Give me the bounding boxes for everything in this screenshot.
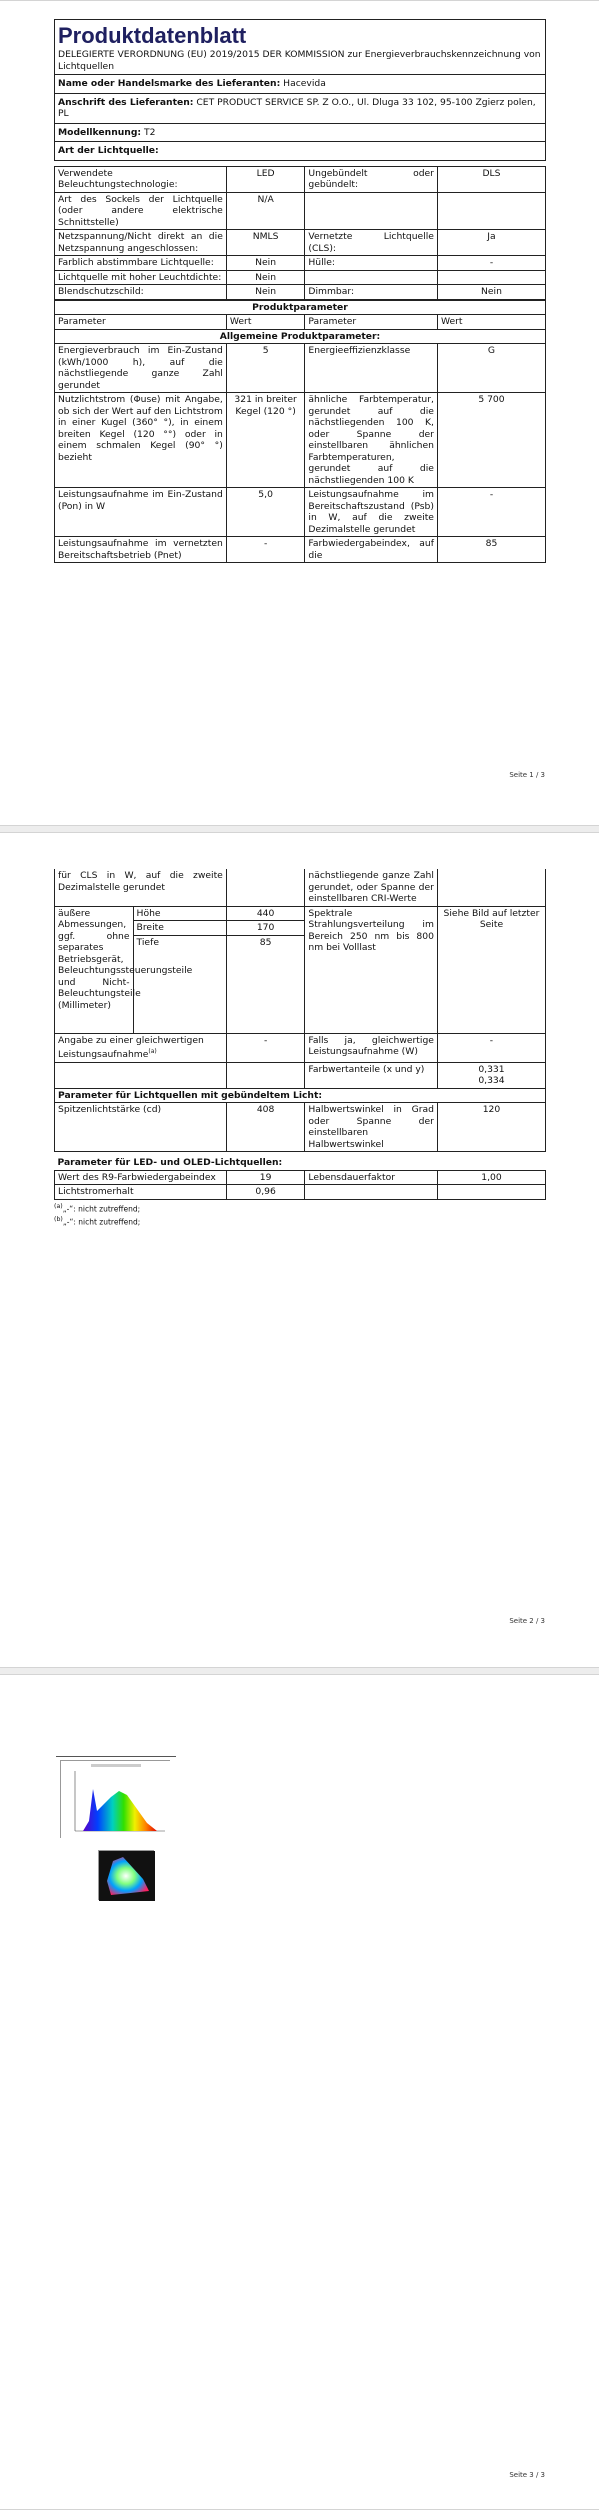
lamp-type-label-1: Verwendete Beleuchtungstechnologie: [55, 166, 227, 192]
general-param-value-1: - [226, 537, 305, 563]
equiv-power-label [55, 1033, 227, 1062]
r9-value: 19 [226, 1170, 305, 1185]
lamp-type-value-1: Nein [226, 256, 305, 271]
brand-value: Hacevida [283, 78, 326, 89]
lamp-type-row [55, 192, 546, 230]
lamp-type-value-1: NMLS [226, 230, 305, 256]
lamp-type-value-2: - [437, 256, 545, 271]
cie-graphic [99, 1851, 155, 1901]
lumen-maint-label: Lichtstromerhalt [55, 1185, 227, 1200]
equiv-power-footnote-mark: (a) [148, 1048, 157, 1055]
lamp-type-label-1: Blendschutzschild: [55, 285, 227, 300]
general-param-label-1: Leistungsaufnahme im vernetzten Bereitschaftsbetrieb (Pnet) [55, 537, 227, 563]
dim-spacer [133, 949, 226, 1033]
model-label: Modellkennung: [58, 126, 142, 138]
general-param-value-1: 5,0 [226, 488, 305, 537]
general-param-label-1: Leistungsaufnahme im Ein-Zustand (Pon) in W [55, 488, 227, 537]
footnote-a-mark: (a) [54, 1202, 63, 1210]
lamp-type-label-2 [305, 270, 438, 285]
cls-standby-value-cont [226, 869, 305, 906]
type-table [54, 166, 546, 300]
lamp-type-label-2: Dimmbar: [305, 285, 438, 300]
lamp-type-row [55, 285, 546, 300]
dim-height-label: Höhe [133, 906, 226, 921]
lamp-type-label-2 [305, 192, 438, 230]
lamp-type-row [55, 256, 546, 271]
dim-depth-value: 85 [226, 935, 305, 949]
general-param-row [55, 393, 546, 488]
general-param-row [55, 344, 546, 393]
lamp-type-value-1: LED [226, 166, 305, 192]
lamp-type-value-2 [437, 192, 545, 230]
lamp-type-value-1: Nein [226, 270, 305, 285]
dim-height-value: 440 [226, 906, 305, 921]
cri-value-cont [437, 869, 545, 906]
peak-intensity-label: Spitzenlichtstärke (cd) [55, 1103, 227, 1152]
lamp-type-row [55, 166, 546, 192]
general-header: Allgemeine Produktparameter: [55, 329, 546, 344]
page-number-1: Seite 1 / 3 [509, 771, 545, 779]
col-value-1: Wert [226, 315, 305, 330]
general-param-label-1: Nutzlichtstrom (Φuse) mit Angabe, ob sich der Wert auf den Lichtstrom in einer Kugel (360° °), in einem breiten Kegel (120 °°) oder in einem schmalen Kegel (90° °) bezieht [55, 393, 227, 488]
general-param-value-1: 5 [226, 344, 305, 393]
cie-chromaticity-image [98, 1850, 154, 1900]
general-param-label-1: Energieverbrauch im Ein-Zustand (kWh/1000 h), auf die nächstliegende ganze Zahl gerundet [55, 344, 227, 393]
lamp-type-label-1: Art des Sockels der Lichtquelle (oder andere elektrische Schnittstelle) [55, 192, 227, 230]
survival-value: 1,00 [437, 1170, 545, 1185]
regulation-text: DELEGIERTE VERORDNUNG (EU) 2019/2015 DER KOMMISSION zur Energieverbrauchskennzeichnung von Lichtquellen [58, 49, 541, 72]
address-value: CET PRODUCT SERVICE SP. Z O.O., Ul. Dluga 33 102, 95-100 Zgierz polen, PL [58, 96, 536, 119]
equiv-power-w-value: - [437, 1033, 545, 1062]
equiv-power-w-label: Falls ja, gleichwertige Leistungsaufnahme (W) [305, 1033, 438, 1062]
page-1 [0, 0, 599, 826]
beam-angle-label: Halbwertswinkel in Grad oder Spanne der einstellbaren Halbwertswinkel [305, 1103, 438, 1152]
equiv-power-value: - [226, 1033, 305, 1062]
empty-cell-3 [305, 1185, 438, 1200]
empty-cell-1 [55, 1062, 227, 1088]
params-header: Produktparameter [55, 300, 546, 315]
general-param-label-2: ähnliche Farbtemperatur, gerundet auf die nächstliegenden 100 K, oder Spanne der einstellbaren ähnlichen Farbtemperaturen, gerundet auf die nächstliegenden 100 K [305, 393, 438, 488]
lamp-type-label-2: Vernetzte Lichtquelle (CLS): [305, 230, 438, 256]
dim-width-value: 170 [226, 921, 305, 936]
general-param-value-2: G [437, 344, 545, 393]
spectrum-label: Spektrale Strahlungsverteilung im Bereich 250 nm bis 800 nm bei Volllast [305, 906, 438, 1033]
brand-label: Name oder Handelsmarke des Lieferanten: [58, 78, 281, 89]
lamp-type-label-2: Ungebündelt oder gebündelt: [305, 166, 438, 192]
datasheet-page-1 [54, 19, 546, 563]
lamp-type-value-2 [437, 270, 545, 285]
datasheet-page-2 [54, 869, 546, 1228]
lamp-type-label-1: Netzspannung/Nicht direkt an die Netzspannung angeschlossen: [55, 230, 227, 256]
general-param-value-2: 85 [437, 537, 545, 563]
page-number-2: Seite 2 / 3 [509, 1617, 545, 1625]
empty-cell-4 [437, 1185, 545, 1200]
general-param-label-2: Energieeffizienzklasse [305, 344, 438, 393]
params-table-continued [54, 869, 546, 1200]
title-box [54, 19, 546, 74]
dim-depth-label: Tiefe [133, 935, 226, 949]
dim-width-label: Breite [133, 921, 226, 936]
general-param-value-2: - [437, 488, 545, 537]
lamp-type-value-2: Ja [437, 230, 545, 256]
address-label: Anschrift des Lieferanten: [58, 96, 194, 108]
lamp-type-row [55, 230, 546, 256]
col-value-2: Wert [437, 315, 545, 330]
r9-label: Wert des R9-Farbwiedergabeindex [55, 1170, 227, 1185]
footnote-b [54, 1215, 546, 1228]
spectrum-chart-image [60, 1760, 170, 1838]
col-param-2: Parameter [305, 315, 438, 330]
empty-cell-2 [226, 1062, 305, 1088]
type-header: Art der Lichtquelle: [55, 142, 546, 161]
beam-angle-value: 120 [437, 1103, 545, 1152]
chromaticity-value: 0,331 0,334 [437, 1062, 545, 1088]
spectrum-value: Siehe Bild auf letzter Seite [437, 906, 545, 1033]
footnote-b-text: „-“: nicht zutreffend; [62, 1217, 141, 1227]
general-param-value-1: 321 in breiter Kegel (120 °) [226, 393, 305, 488]
general-param-value-2: 5 700 [437, 393, 545, 488]
lamp-type-value-2: DLS [437, 166, 545, 192]
cri-label-cont: nächstliegende ganze Zahl gerundet, oder Spanne der einstellbaren CRI-Werte [305, 869, 438, 906]
page-title: Produktdatenblatt [58, 23, 247, 48]
general-param-label-2: Leistungsaufnahme im Bereitschaftszustand (Psb) in W, auf die zweite Dezimalstelle gerundet [305, 488, 438, 537]
dim-spacer-2 [226, 949, 305, 1033]
model-value: T2 [144, 126, 156, 138]
lumen-maint-value: 0,96 [226, 1185, 305, 1200]
spectrum-graphic [61, 1761, 171, 1839]
footnote-a [54, 1202, 546, 1215]
lamp-type-label-2: Hülle: [305, 256, 438, 271]
general-param-row [55, 537, 546, 563]
directed-header: Parameter für Lichtquellen mit gebündeltem Licht: [55, 1088, 546, 1103]
footnote-a-text: „-“: nicht zutreffend; [62, 1204, 141, 1214]
survival-label: Lebensdauerfaktor [305, 1170, 438, 1185]
lamp-type-label-1: Farblich abstimmbare Lichtquelle: [55, 256, 227, 271]
peak-intensity-value: 408 [226, 1103, 305, 1152]
cls-standby-label-cont: für CLS in W, auf die zweite Dezimalstelle gerundet [55, 869, 227, 906]
lamp-type-label-1: Lichtquelle mit hoher Leuchtdichte: [55, 270, 227, 285]
general-param-row [55, 488, 546, 537]
lamp-type-value-1: Nein [226, 285, 305, 300]
params-table [54, 300, 546, 564]
page-2 [0, 832, 599, 1668]
footnote-b-mark: (b) [54, 1216, 63, 1224]
page-number-3: Seite 3 / 3 [509, 2471, 545, 2479]
col-param-1: Parameter [55, 315, 227, 330]
equiv-power-text: Angabe zu einer gleichwertigen Leistungsaufnahme [58, 1034, 204, 1061]
lamp-type-row [55, 270, 546, 285]
lamp-type-value-1: N/A [226, 192, 305, 230]
supplier-table [54, 74, 546, 161]
general-param-label-2: Farbwiedergabeindex, auf die [305, 537, 438, 563]
spectrum-image-header [56, 1754, 176, 1757]
led-header: Parameter für LED- und OLED-Lichtquellen: [55, 1152, 546, 1171]
dimensions-label: äußere Abmessungen, ggf. ohne separates Betriebsgerät, Beleuchtungssteuerungsteile und Nicht-Beleuchtungsteile (Millimeter) [55, 906, 134, 1033]
lamp-type-value-2: Nein [437, 285, 545, 300]
chromaticity-label: Farbwertanteile (x und y) [305, 1062, 438, 1088]
